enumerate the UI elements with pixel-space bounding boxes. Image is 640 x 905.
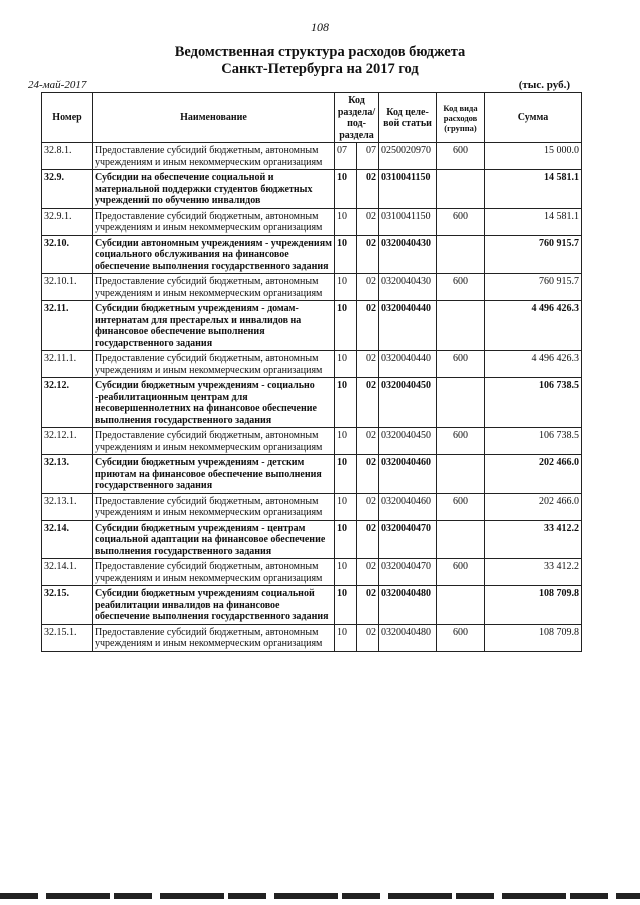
table-row: [42, 208, 582, 235]
table-row: [42, 586, 582, 625]
table-row: [42, 520, 582, 559]
row-target-code: 0320040430: [379, 274, 437, 301]
table-row: [42, 170, 582, 209]
row-amount: 108 709.8: [485, 586, 582, 625]
row-number: 32.10.: [42, 235, 93, 274]
row-number: 32.15.: [42, 586, 93, 625]
row-name: Субсидии автономным учреждениям - учреждениям социального обслуживания на финансовое обеспечение выполнения государственного задания: [93, 235, 335, 274]
row-expense-type: 600: [437, 559, 485, 586]
row-target-code: 0320040480: [379, 624, 437, 651]
row-target-code: 0320040440: [379, 351, 437, 378]
header-expense-type: Код вида расходов (группа): [437, 93, 485, 143]
row-name: Субсидии бюджетным учреждениям - социально -реабилитационным центрам для несовершеннолетних на финансовое обеспечение выполнения государственного задания: [93, 378, 335, 428]
units-label: (тыс. руб.): [518, 79, 570, 91]
table-row: [42, 301, 582, 351]
title-line-2: Санкт-Петербурга на 2017 год: [221, 61, 419, 77]
row-amount: 4 496 426.3: [485, 351, 582, 378]
table-row: [42, 351, 582, 378]
row-expense-type: [437, 586, 485, 625]
row-number: 32.9.1.: [42, 208, 93, 235]
row-target-code: 0320040440: [379, 301, 437, 351]
row-subsection: 02: [357, 351, 379, 378]
row-expense-type: [437, 378, 485, 428]
row-name: Субсидии бюджетным учреждениям - центрам социальной адаптации на финансовое обеспечение выполнения государственного задания: [93, 520, 335, 559]
row-subsection: 02: [357, 559, 379, 586]
page-number: 108: [311, 20, 329, 34]
row-expense-type: [437, 301, 485, 351]
row-expense-type: 600: [437, 624, 485, 651]
header-name: Наименование: [93, 93, 335, 143]
row-section: 10: [335, 301, 357, 351]
row-name: Предоставление субсидий бюджетным, автономным учреждениям и иным некоммерческим организациям: [93, 351, 335, 378]
row-amount: 4 496 426.3: [485, 301, 582, 351]
row-target-code: 0310041150: [379, 170, 437, 209]
row-amount: 202 466.0: [485, 455, 582, 494]
row-subsection: 02: [357, 235, 379, 274]
row-name: Предоставление субсидий бюджетным, автономным учреждениям и иным некоммерческим организациям: [93, 428, 335, 455]
row-section: 10: [335, 274, 357, 301]
table-row: [42, 455, 582, 494]
row-expense-type: 600: [437, 274, 485, 301]
row-name: Предоставление субсидий бюджетным, автономным учреждениям и иным некоммерческим организациям: [93, 208, 335, 235]
row-number: 32.10.1.: [42, 274, 93, 301]
row-amount: 760 915.7: [485, 235, 582, 274]
row-number: 32.12.: [42, 378, 93, 428]
row-expense-type: [437, 170, 485, 209]
row-number: 32.11.1.: [42, 351, 93, 378]
row-expense-type: [437, 455, 485, 494]
row-number: 32.9.: [42, 170, 93, 209]
row-section: 10: [335, 586, 357, 625]
row-name: Субсидии бюджетным учреждениям - домам-интернатам для престарелых и инвалидов на финансовое обеспечение выполнения государственного задания: [93, 301, 335, 351]
row-section: 10: [335, 455, 357, 494]
row-target-code: 0320040470: [379, 520, 437, 559]
row-amount: 108 709.8: [485, 624, 582, 651]
row-name: Субсидии бюджетным учреждениям - детским приютам на финансовое обеспечение выполнения государственного задания: [93, 455, 335, 494]
row-section: 10: [335, 559, 357, 586]
row-name: Субсидии бюджетным учреждениям социальной реабилитации инвалидов на финансовое обеспечение выполнения государственного задания: [93, 586, 335, 625]
row-number: 32.13.1.: [42, 493, 93, 520]
row-target-code: 0320040450: [379, 378, 437, 428]
row-number: 32.15.1.: [42, 624, 93, 651]
row-subsection: 02: [357, 170, 379, 209]
row-name: Предоставление субсидий бюджетным, автономным учреждениям и иным некоммерческим организациям: [93, 493, 335, 520]
document-date: 24-май-2017: [28, 79, 87, 91]
row-expense-type: [437, 520, 485, 559]
row-expense-type: 600: [437, 208, 485, 235]
table-row: [42, 428, 582, 455]
row-amount: 14 581.1: [485, 208, 582, 235]
row-subsection: 02: [357, 455, 379, 494]
row-number: 32.12.1.: [42, 428, 93, 455]
row-amount: 106 738.5: [485, 378, 582, 428]
row-number: 32.13.: [42, 455, 93, 494]
header-amount: Сумма: [485, 93, 582, 143]
row-number: 32.14.1.: [42, 559, 93, 586]
row-section: 10: [335, 378, 357, 428]
row-target-code: 0320040460: [379, 493, 437, 520]
row-subsection: 02: [357, 274, 379, 301]
header-number: Номер: [42, 93, 93, 143]
row-number: 32.8.1.: [42, 143, 93, 170]
table-row: [42, 378, 582, 428]
header-target: Код целе-вой статьи: [379, 93, 437, 143]
row-subsection: 02: [357, 493, 379, 520]
row-section: 10: [335, 493, 357, 520]
document-title: [0, 44, 640, 78]
table-header-row: [42, 93, 582, 143]
row-target-code: 0320040470: [379, 559, 437, 586]
row-amount: 106 738.5: [485, 428, 582, 455]
row-subsection: 02: [357, 586, 379, 625]
table-row: [42, 143, 582, 170]
row-subsection: 02: [357, 208, 379, 235]
row-amount: 760 915.7: [485, 274, 582, 301]
row-expense-type: 600: [437, 143, 485, 170]
table-row: [42, 235, 582, 274]
row-amount: 202 466.0: [485, 493, 582, 520]
row-name: Предоставление субсидий бюджетным, автономным учреждениям и иным некоммерческим организациям: [93, 559, 335, 586]
table-row: [42, 559, 582, 586]
row-name: Предоставление субсидий бюджетным, автономным учреждениям и иным некоммерческим организациям: [93, 624, 335, 651]
row-section: 10: [335, 208, 357, 235]
row-subsection: 02: [357, 520, 379, 559]
table-row: [42, 624, 582, 651]
table-body: [42, 143, 582, 652]
row-section: 10: [335, 624, 357, 651]
row-number: 32.14.: [42, 520, 93, 559]
row-target-code: 0320040450: [379, 428, 437, 455]
row-subsection: 02: [357, 624, 379, 651]
row-target-code: 0310041150: [379, 208, 437, 235]
table-row: [42, 274, 582, 301]
table-row: [42, 493, 582, 520]
budget-table: [41, 92, 582, 652]
title-line-1: Ведомственная структура расходов бюджета: [174, 44, 466, 60]
header-section: Код раздела/ под-раздела: [335, 93, 379, 143]
row-subsection: 02: [357, 378, 379, 428]
row-target-code: 0320040460: [379, 455, 437, 494]
row-target-code: 0250020970: [379, 143, 437, 170]
row-section: 10: [335, 235, 357, 274]
row-section: 07: [335, 143, 357, 170]
row-amount: 33 412.2: [485, 520, 582, 559]
row-target-code: 0320040480: [379, 586, 437, 625]
row-expense-type: [437, 235, 485, 274]
row-target-code: 0320040430: [379, 235, 437, 274]
bottom-border-rule: [0, 893, 640, 899]
row-section: 10: [335, 428, 357, 455]
row-expense-type: 600: [437, 493, 485, 520]
row-expense-type: 600: [437, 428, 485, 455]
row-section: 10: [335, 170, 357, 209]
row-subsection: 02: [357, 428, 379, 455]
row-section: 10: [335, 520, 357, 559]
row-name: Предоставление субсидий бюджетным, автономным учреждениям и иным некоммерческим организациям: [93, 143, 335, 170]
row-amount: 15 000.0: [485, 143, 582, 170]
row-section: 10: [335, 351, 357, 378]
row-amount: 14 581.1: [485, 170, 582, 209]
row-name: Субсидии на обеспечение социальной и материальной поддержки студентов бюджетных учреждений по обучению инвалидов: [93, 170, 335, 209]
row-number: 32.11.: [42, 301, 93, 351]
row-expense-type: 600: [437, 351, 485, 378]
row-subsection: 02: [357, 301, 379, 351]
row-amount: 33 412.2: [485, 559, 582, 586]
row-name: Предоставление субсидий бюджетным, автономным учреждениям и иным некоммерческим организациям: [93, 274, 335, 301]
row-subsection: 07: [357, 143, 379, 170]
